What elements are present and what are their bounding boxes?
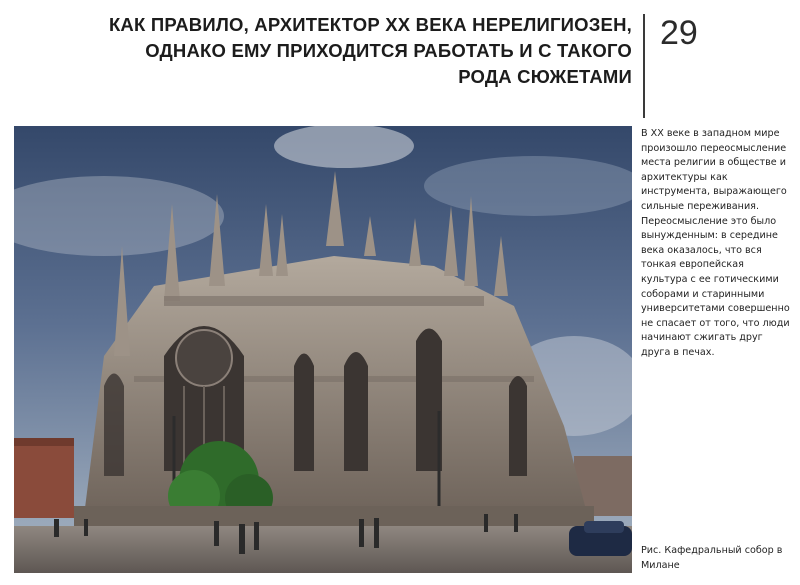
cathedral-photo: [14, 126, 632, 573]
slide-title: [22, 12, 632, 90]
figure-caption: Рис. Кафедральный собор в Милане: [641, 545, 783, 571]
body-text: В XX веке в западном мире произошло переосмысление места религии в обществе и архитектуры как инструмента, выражающего сильные переживания. Переосмысление это было вынужденным: в середине века оказалось, что вся тонкая европейская культура с ее готическими соборами и старинными университетами совершенно не спасает от того, что люди начинают сжигать друг друга в печах.: [641, 128, 790, 358]
page-number: 29: [660, 14, 698, 52]
header-divider: [643, 14, 645, 118]
title-line: РОДА СЮЖЕТАМИ: [458, 66, 632, 87]
title-line: КАК ПРАВИЛО, АРХИТЕКТОР XX ВЕКА НЕРЕЛИГИОЗЕН,: [108, 14, 632, 35]
title-line: ОДНАКО ЕМУ ПРИХОДИТСЯ РАБОТАТЬ И С ТАКОГО: [145, 40, 632, 61]
